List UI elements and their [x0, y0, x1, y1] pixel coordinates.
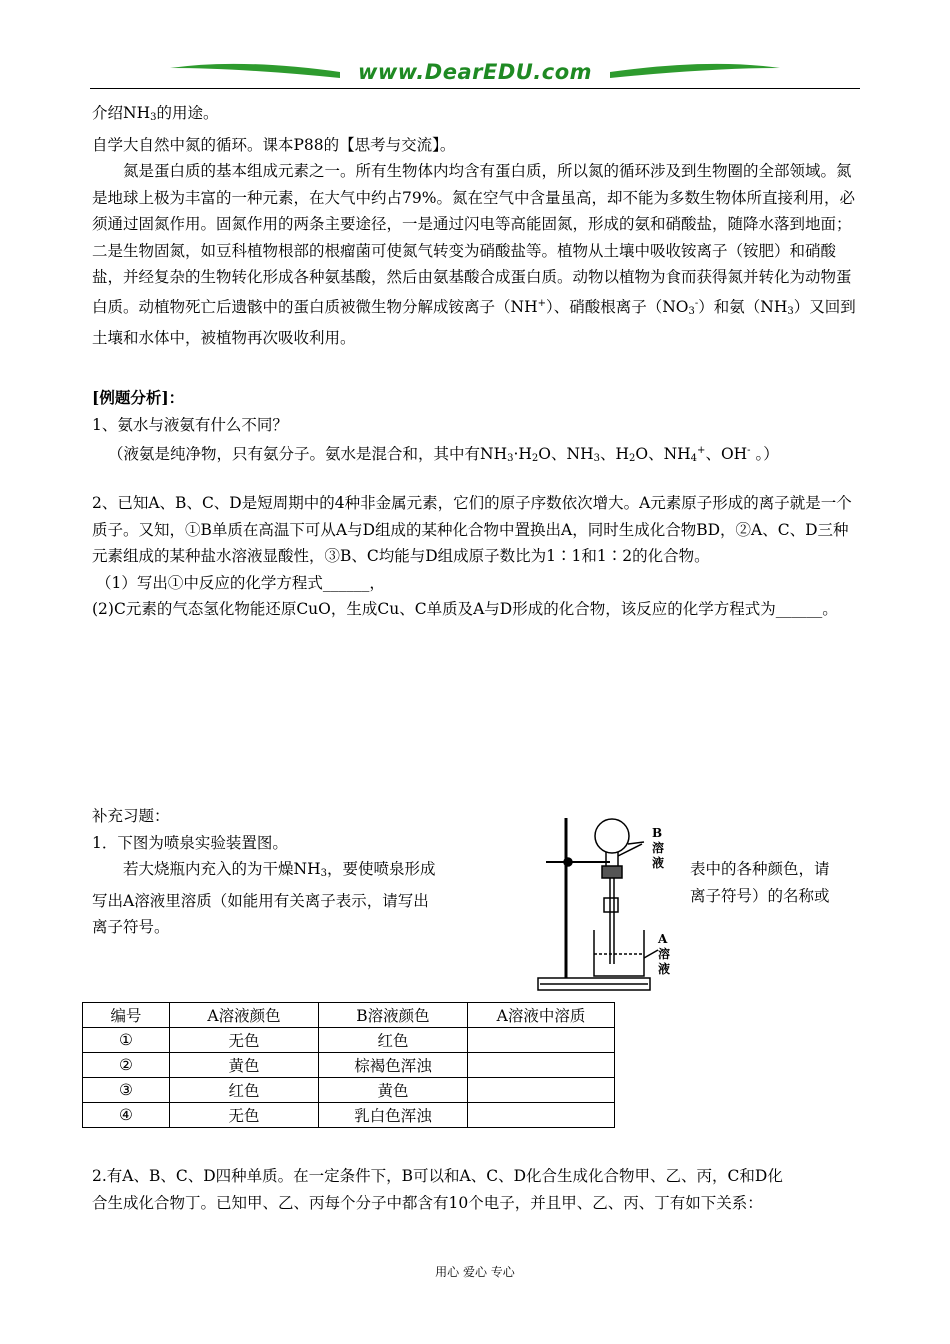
example-question-2: 2、已知A、B、C、D是短周期中的4种非金属元素，它们的原子序数依次增大。A元素原子形成的离子就是一个质子。又知，①B单质在高温下可从A与D组成的某种化合物中置换出A，同时生成化合物BD，②A、C、D三种元素组成的某种盐水溶液显酸性，③B、C均能与D组成原子数比为1∶1和1∶2的化合物。	[92, 494, 852, 565]
supplement-q1-line-1: 若大烧瓶内充入的为干燥$NH_3$，要使喷泉形成	[123, 860, 436, 879]
supplement-q2-line-1: 2.有A、B、C、D四种单质。在一定条件下，B可以和A、C、D化合生成化合物甲、乙、丙，C和D化	[92, 1167, 783, 1185]
label-a-solution: A 溶 液	[658, 932, 671, 976]
supplement-q1-line-2: 写出A溶液里溶质（如能用有关离子表示，请写出	[92, 891, 429, 910]
supplement-q1-line-2-right: 离子符号）的名称或	[690, 886, 830, 905]
example-question-2-block	[92, 490, 862, 623]
examples-heading: [例题分析]：	[92, 388, 185, 407]
nitrogen-cycle-paragraph: 氮是蛋白质的基本组成元素之一。所有生物体内均含有蛋白质，所以氮的循环涉及到生物圈的全部领域。氮是地球上极为丰富的一种元素，在大气中约占79%。氮在空气中含量虽高，却不能为多数生物体所直接利用，必须通过固氮作用。固氮作用的两条主要途径，一是通过闪电等高能固氮，形成的氨和硝酸盐，随降水落到地面；二是生物固氮，如豆科植物根部的根瘤菌可使氮气转变为硝酸盐等。植物从土壤中吸收铵离子（铵肥）和硝酸盐，并经复杂的生物转化形成各种氨基酸，然后由氨基酸合成蛋白质。动物以植物为食而获得氮并转化为动物蛋白质。动植物死亡后遗骸中的蛋白质被微生物分解成铵离子（NH+）、硝酸根离子$(NO_3^-)$和氨$(NH_3)$又回到土壤和水体中，被植物再次吸收利用。	[92, 162, 856, 347]
example-answer-1: （液氨是纯净物，只有氨分子。氨水是混合和，其中有$NH_3\cdot H_2O$、$NH_3$、$H_2O$、$NH_4^+$、OH- 。）	[108, 445, 779, 464]
example-question-1: 1、氨水与液氨有什么不同？	[92, 415, 288, 434]
table-cell: ①	[83, 1028, 170, 1053]
table-cell: 无色	[170, 1028, 319, 1053]
supplement-q1-left-text	[92, 856, 532, 941]
table-row	[83, 1053, 615, 1078]
supplement-q1-line-3: 离子符号。	[92, 918, 170, 936]
table-cell	[468, 1028, 615, 1053]
table-cell: ③	[83, 1078, 170, 1103]
table-cell: 黄色	[170, 1053, 319, 1078]
intro-section	[92, 100, 862, 352]
table-cell	[468, 1078, 615, 1103]
table-header-cell: A溶液颜色	[170, 1003, 319, 1028]
table-cell: 无色	[170, 1103, 319, 1128]
page-header	[90, 60, 860, 92]
table-row	[83, 1028, 615, 1053]
page-footer: 用心 爱心 专心	[435, 1265, 515, 1279]
supplement-q1-line-1-right: 表中的各种颜色，请	[690, 860, 830, 878]
fountain-apparatus-figure	[532, 814, 692, 996]
table-cell: 红色	[319, 1028, 468, 1053]
supplement-q2-block	[92, 1163, 862, 1216]
table-header-row	[83, 1003, 615, 1028]
supplement-q1-right-text	[690, 856, 865, 909]
table-cell	[468, 1103, 615, 1128]
supplement-q2-line-2: 合生成化合物丁。已知甲、乙、丙每个分子中都含有10个电子，并且甲、乙、丙、丁有如下关系：	[92, 1193, 763, 1212]
site-logo: www.DearEDU.com	[357, 60, 593, 84]
label-b-solution: B 溶 液	[652, 826, 665, 870]
table-header-cell: 编号	[83, 1003, 170, 1028]
intro-line-1: 介绍$NH_3$的用途。	[92, 104, 219, 123]
example-question-2-part-2: (2)C元素的气态氢化物能还原CuO，生成Cu、C单质及A与D形成的化合物，该反应的化学方程式为______。	[92, 600, 838, 618]
intro-line-2: 自学大自然中氮的循环。课本P88的【思考与交流】。	[92, 135, 456, 154]
table-cell: 黄色	[319, 1078, 468, 1103]
examples-section	[92, 385, 862, 473]
header-rule	[90, 88, 860, 89]
supplement-heading: 补充习题：	[92, 807, 170, 825]
table-cell: ④	[83, 1103, 170, 1128]
table-cell	[468, 1053, 615, 1078]
supplement-q1-title: 1．下图为喷泉实验装置图。	[92, 833, 288, 852]
table-cell: 棕褐色浑浊	[319, 1053, 468, 1078]
example-question-2-part-1: （1）写出①中反应的化学方程式______，	[96, 573, 385, 592]
supplement-section	[92, 803, 862, 856]
table-cell: ②	[83, 1053, 170, 1078]
table-cell: 红色	[170, 1078, 319, 1103]
table-header-cell: A溶液中溶质	[468, 1003, 615, 1028]
table-row	[83, 1078, 615, 1103]
table-cell: 乳白色浑浊	[319, 1103, 468, 1128]
table-row	[83, 1103, 615, 1128]
color-table	[82, 1002, 615, 1128]
table-header-cell: B溶液颜色	[319, 1003, 468, 1028]
